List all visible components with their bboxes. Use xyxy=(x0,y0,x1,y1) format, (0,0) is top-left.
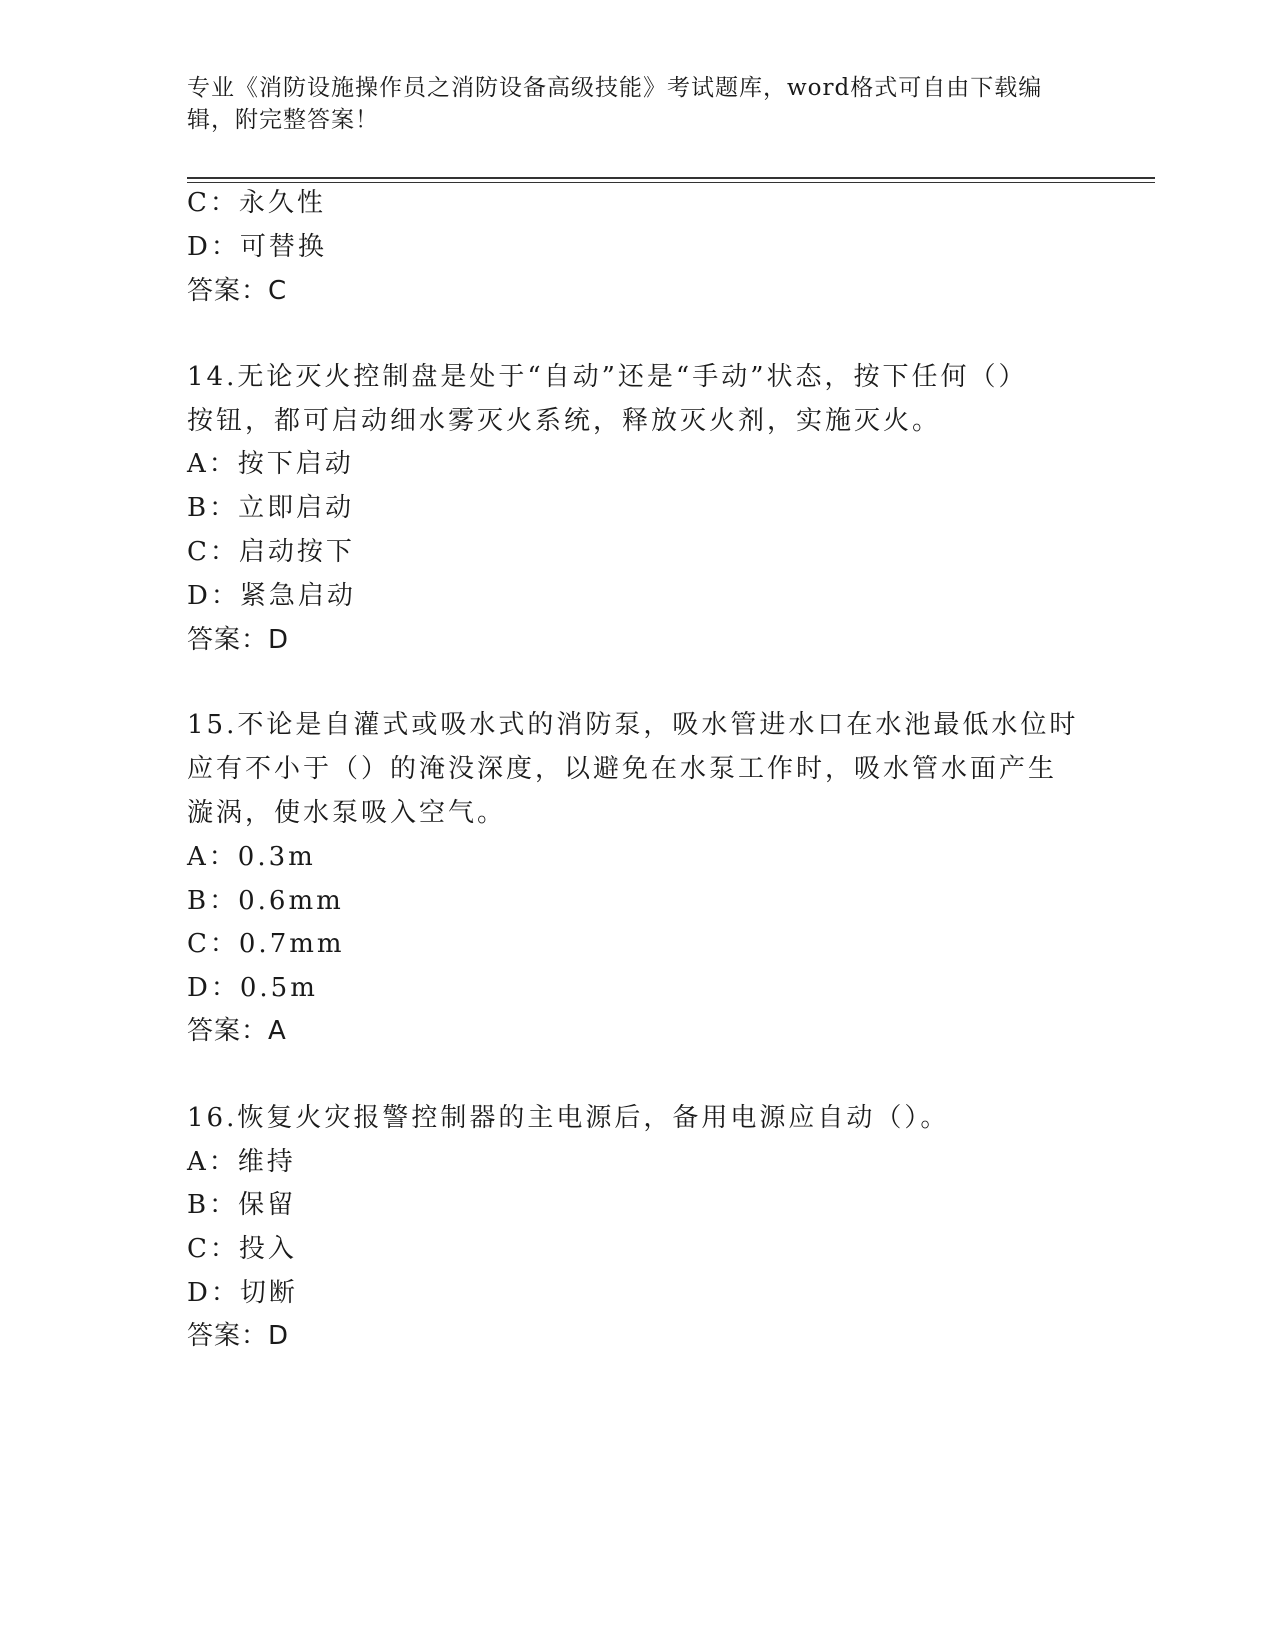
q15-option-c: C：0.7mm xyxy=(187,929,345,959)
q14-stem-line-1: 14.无论灭火控制盘是处于“自动”还是“手动”状态，按下任何（） xyxy=(187,362,1028,392)
q15-stem-line-1: 15.不论是自灌式或吸水式的消防泵，吸水管进水口在水池最低水位时 xyxy=(187,710,1079,740)
q14-option-b: B：立即启动 xyxy=(187,493,355,523)
q14-option-d: D：紧急启动 xyxy=(187,581,356,611)
q15-option-d: D：0.5m xyxy=(187,973,318,1003)
q16-stem-line-1: 16.恢复火灾报警控制器的主电源后，备用电源应自动（）。 xyxy=(187,1103,950,1133)
q14-answer: 答案：D xyxy=(187,625,290,655)
document-header xyxy=(187,72,1067,136)
q15-answer: 答案：A xyxy=(187,1016,287,1046)
q15-option-b: B：0.6mm xyxy=(187,886,344,916)
q16-option-b: B：保留 xyxy=(187,1190,297,1220)
header-rule-thin xyxy=(187,182,1155,183)
q16-option-d: D：切断 xyxy=(187,1278,298,1308)
prev-option-d: D：可替换 xyxy=(187,232,327,262)
header-rule-thick xyxy=(187,177,1155,179)
q16-option-c: C：投入 xyxy=(187,1234,297,1264)
header-line-2: 辑，附完整答案！ xyxy=(187,107,379,133)
q14-stem-line-2: 按钮，都可启动细水雾灭火系统，释放灭火剂，实施灭火。 xyxy=(187,406,942,436)
header-line-1: 专业《消防设施操作员之消防设备高级技能》考试题库，word格式可自由下载编 xyxy=(187,75,1043,101)
q14-option-a: A：按下启动 xyxy=(187,449,354,479)
q15-stem-line-2: 应有不小于（）的淹没深度，以避免在水泵工作时，吸水管水面产生 xyxy=(187,754,1058,784)
prev-answer: 答案：C xyxy=(187,276,288,306)
q14-option-c: C：启动按下 xyxy=(187,537,355,567)
q16-option-a: A：维持 xyxy=(187,1147,296,1177)
q16-answer: 答案：D xyxy=(187,1321,290,1351)
prev-option-c: C：永久性 xyxy=(187,188,326,218)
q15-stem-line-3: 漩涡，使水泵吸入空气。 xyxy=(187,798,507,828)
q15-option-a: A：0.3m xyxy=(187,842,316,872)
